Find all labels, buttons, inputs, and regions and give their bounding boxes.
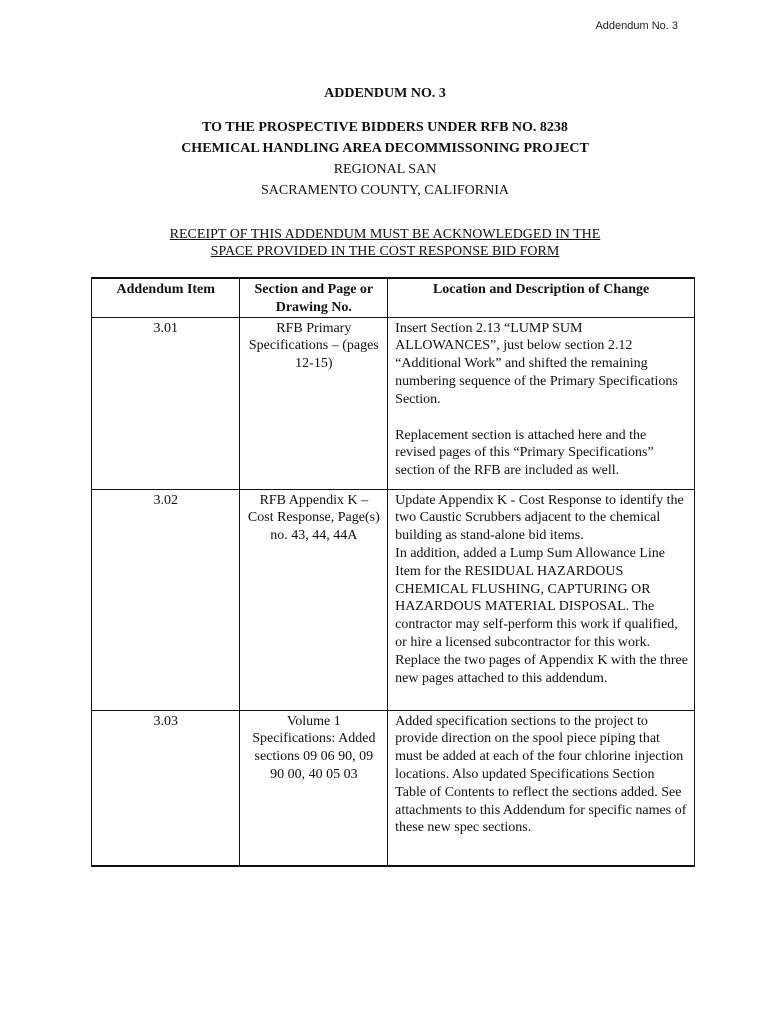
- section-ref-text: Volume 1 Specifications: Added sections 09 06 90, 09 90 00, 40 05 03: [252, 713, 376, 782]
- acknowledgement-notice: [0, 226, 770, 260]
- header-section: [240, 278, 388, 317]
- change-description: [388, 317, 695, 489]
- description-paragraph: In addition, added a Lump Sum Allowance Line Item for the RESIDUAL HAZARDOUS CHEMICAL FLUSHING, CAPTURING OR HAZARDOUS MATERIAL DISPOSAL. The contractor may self-perform this work if qualified, or hire a licensed subcontractor for this work. Replace the two pages of Appendix K with the three new pages attached to this addendum.: [395, 545, 688, 686]
- table-row: [92, 710, 695, 866]
- changes-table: [91, 277, 695, 867]
- description-paragraph: Update Appendix K - Cost Response to identify the two Caustic Scrubbers adjacent to the chemical building as stand-alone bid items.: [395, 492, 684, 544]
- addendum-title: ADDENDUM NO. 3: [324, 86, 446, 101]
- header-section-text: Section and Page or Drawing No.: [254, 282, 374, 315]
- table-header-row: [92, 278, 695, 317]
- organization: REGIONAL SAN: [333, 162, 437, 177]
- change-description: [388, 489, 695, 710]
- running-header: Addendum No. 3: [595, 20, 678, 32]
- bidders-line: TO THE PROSPECTIVE BIDDERS UNDER RFB NO. 8238: [202, 120, 568, 135]
- notice-line-2: SPACE PROVIDED IN THE COST RESPONSE BID FORM: [210, 244, 560, 259]
- project-name: CHEMICAL HANDLING AREA DECOMMISSONING PROJECT: [181, 141, 589, 156]
- table-row: [92, 317, 695, 489]
- location: SACRAMENTO COUNTY, CALIFORNIA: [260, 183, 509, 198]
- header-description: Location and Description of Change: [388, 278, 695, 317]
- item-number: 3.02: [92, 489, 240, 710]
- item-number: 3.01: [92, 317, 240, 489]
- table-row: [92, 489, 695, 710]
- title-block: [0, 83, 770, 201]
- section-ref-text: RFB Primary Specifications – (pages 12-15): [248, 320, 379, 372]
- header-addendum-item: Addendum Item: [92, 278, 240, 317]
- description-paragraph: Replacement section is attached here and the revised pages of this “Primary Specifications” section of the RFB are included as well.: [395, 427, 654, 479]
- section-ref: [240, 710, 388, 866]
- description-paragraph: Added specification sections to the project to provide direction on the spool piece piping that must be added at each of the four chlorine injection locations. Also updated Specifications Section Table of Contents to reflect the sections added. See attachments to this Addendum for specific names of these new spec sections.: [395, 713, 687, 836]
- notice-line-1: RECEIPT OF THIS ADDENDUM MUST BE ACKNOWLEDGED IN THE: [169, 227, 601, 242]
- section-ref-text: RFB Appendix K – Cost Response, Page(s) no. 43, 44, 44A: [247, 492, 380, 544]
- change-description: [388, 710, 695, 866]
- section-ref: [240, 489, 388, 710]
- description-paragraph: Insert Section 2.13 “LUMP SUM ALLOWANCES”, just below section 2.12 “Additional Work” and shifted the remaining numbering sequence of the Primary Specifications Section.: [395, 320, 678, 407]
- section-ref: [240, 317, 388, 489]
- item-number: 3.03: [92, 710, 240, 866]
